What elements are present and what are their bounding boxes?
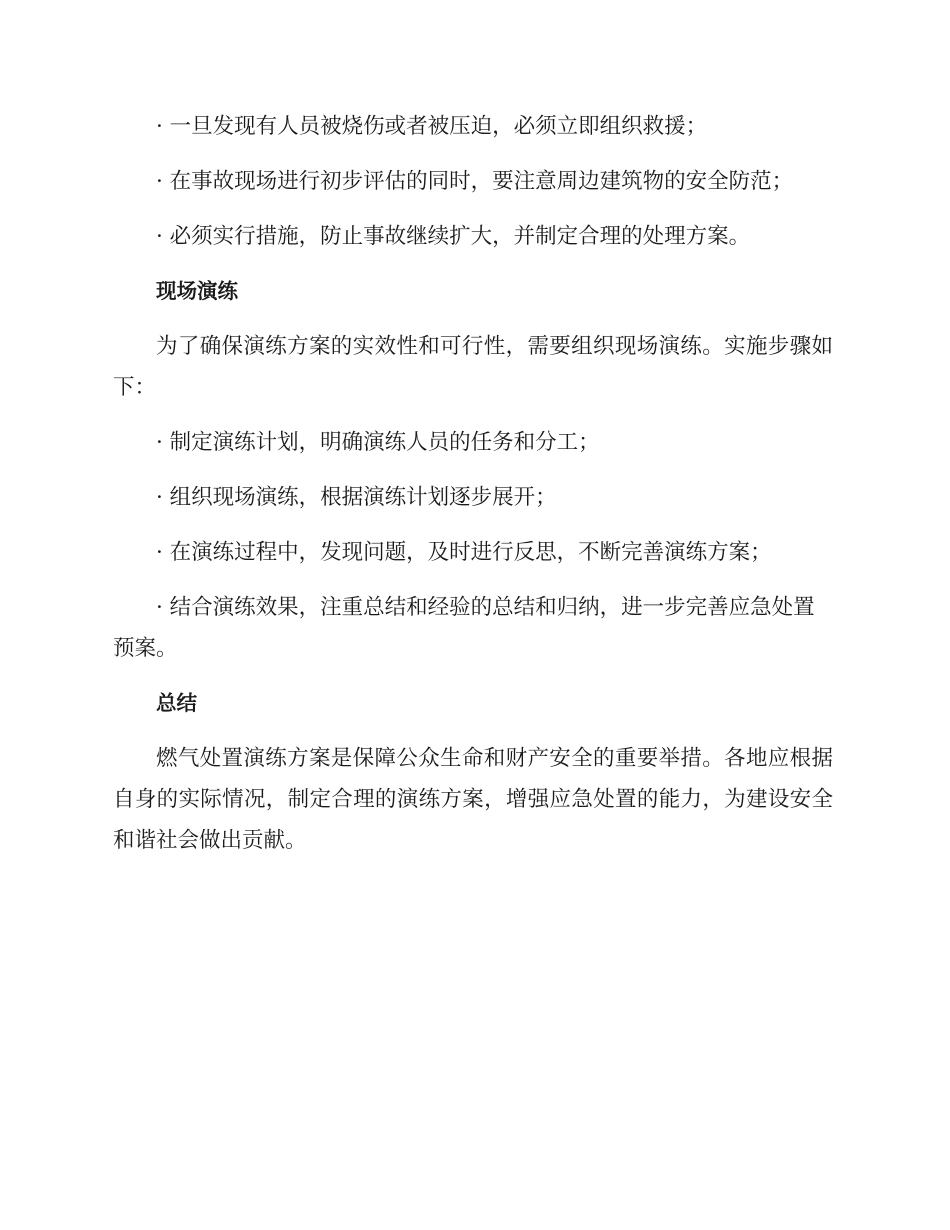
summary-heading: 总结 (156, 691, 197, 715)
assessment-bullet: · 在事故现场进行初步评估的同时，要注意周边建筑物的安全防范； (156, 169, 794, 194)
drill-review-bullet: · 在演练过程中，发现问题，及时进行反思，不断完善演练方案； (156, 540, 772, 565)
rescue-bullet: · 一旦发现有人员被烧伤或者被压迫，必须立即组织救援； (156, 114, 708, 139)
drill-heading: 现场演练 (156, 279, 238, 303)
prevention-bullet: · 必须实行措施，防止事故继续扩大，并制定合理的处理方案。 (156, 224, 751, 249)
document-page (113, 106, 833, 875)
drill-organize-bullet: · 组织现场演练，根据演练计划逐步展开； (156, 485, 557, 510)
drill-plan-bullet: · 制定演练计划，明确演练人员的任务和分工； (156, 430, 600, 455)
drill-intro: 为了确保演练方案的实效性和可行性，需要组织现场演练。实施步骤如下： (113, 334, 833, 400)
summary-body: 燃气处置演练方案是保障公众生命和财产安全的重要举措。各地应根据自身的实际情况，制定合理的演练方案，增强应急处置的能力，为建设安全和谐社会做出贡献。 (113, 746, 833, 853)
drill-summary-bullet: · 结合演练效果，注重总结和经验的总结和归纳，进一步完善应急处置预案。 (113, 595, 815, 661)
